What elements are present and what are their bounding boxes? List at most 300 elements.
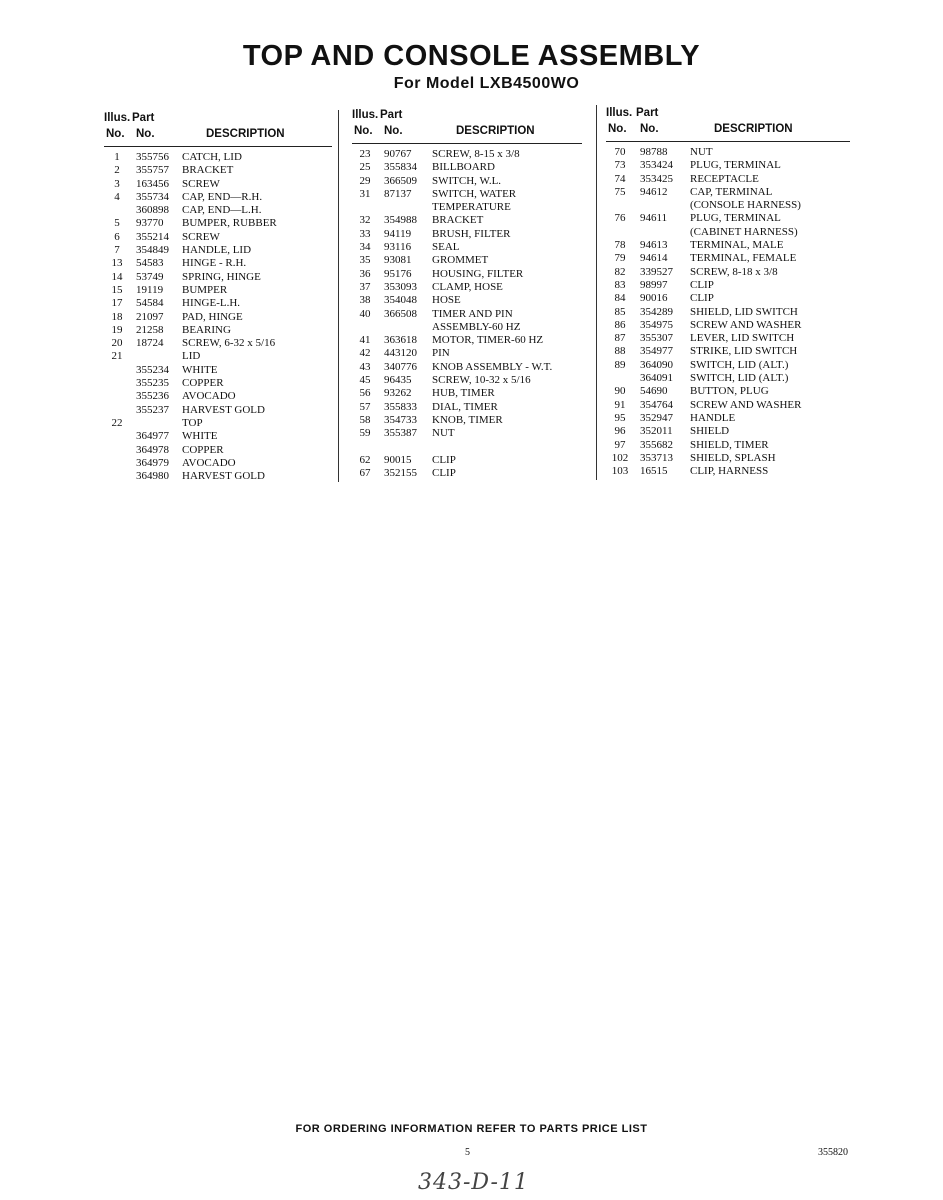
illus-number: 89 <box>614 358 626 371</box>
part-row <box>104 231 332 244</box>
illus-number: 74 <box>614 172 626 185</box>
part-number: 90767 <box>384 148 412 160</box>
part-description: CLIP, HARNESS <box>690 465 769 478</box>
part-number: 93116 <box>384 241 412 254</box>
part-number: 354289 <box>640 305 673 318</box>
part-number: 355236 <box>136 390 169 403</box>
part-row <box>352 427 582 440</box>
parts-list <box>352 148 582 480</box>
part-number: 90016 <box>640 292 668 305</box>
part-number: 163456 <box>136 177 169 190</box>
illus-number: 21 <box>111 350 123 363</box>
part-row <box>606 345 850 358</box>
illus-number: 97 <box>614 438 626 451</box>
illus-number: 29 <box>359 174 371 187</box>
illus-number: 82 <box>614 265 626 278</box>
part-number: 339527 <box>640 265 673 278</box>
part-row <box>352 387 582 400</box>
illus-number: 95 <box>614 411 626 424</box>
illus-number: 86 <box>614 318 626 331</box>
illus-number: 42 <box>359 347 371 360</box>
part-row <box>352 347 582 360</box>
illus-number: 102 <box>611 451 629 464</box>
illus-number: 3 <box>114 177 120 190</box>
part-description: SHIELD, SPLASH <box>690 451 776 464</box>
part-row <box>606 306 850 319</box>
illus-number: 62 <box>359 453 371 466</box>
part-number: 340776 <box>384 360 417 373</box>
illus-number: 43 <box>359 360 371 373</box>
part-number: 94614 <box>640 252 668 265</box>
parts-list <box>606 146 850 478</box>
part-number: 93081 <box>384 254 412 267</box>
part-number: 354764 <box>640 398 673 411</box>
header-illus-label: Illus. <box>606 107 633 119</box>
part-row <box>606 292 850 305</box>
part-number: 90015 <box>384 453 412 466</box>
part-row <box>104 377 332 390</box>
part-row <box>352 441 582 454</box>
illus-number: 5 <box>114 217 120 230</box>
illus-number: 103 <box>611 465 629 478</box>
part-row <box>606 279 850 292</box>
part-row <box>606 239 850 252</box>
part-description: HANDLE <box>690 411 736 424</box>
part-row <box>104 191 332 204</box>
part-row <box>104 217 332 230</box>
part-row <box>352 334 582 347</box>
part-number: 355833 <box>384 400 417 413</box>
part-description: BRUSH, FILTER <box>432 227 511 240</box>
part-number: 355682 <box>640 438 673 451</box>
part-description: SCREW <box>182 177 220 190</box>
part-description: SHIELD, LID SWITCH <box>690 305 798 318</box>
part-description: COPPER <box>182 377 224 390</box>
part-number: 19119 <box>136 283 164 296</box>
part-description: KNOB ASSEMBLY - W.T. <box>432 360 553 373</box>
part-description: GROMMET <box>432 254 489 267</box>
header-part-label: Part <box>636 107 659 119</box>
column-divider <box>338 110 339 482</box>
part-row <box>352 214 582 227</box>
illus-number: 96 <box>614 425 626 438</box>
part-description: SWITCH, LID (ALT.) <box>690 358 789 371</box>
part-description: PAD, HINGE <box>182 310 243 323</box>
part-number: 355237 <box>136 403 169 416</box>
illus-number: 1 <box>114 151 120 163</box>
part-description: SWITCH, WATER <box>432 187 517 200</box>
part-description: CAP, END—R.H. <box>182 190 263 203</box>
illus-number: 14 <box>111 270 123 283</box>
part-description: CLIP <box>690 292 714 305</box>
document-number: 355820 <box>818 1147 848 1158</box>
part-row <box>352 241 582 254</box>
part-number: 354988 <box>384 214 417 227</box>
part-number: 355214 <box>136 230 169 243</box>
part-number: 355235 <box>136 377 169 390</box>
part-row <box>104 284 332 297</box>
part-number: 96435 <box>384 374 412 387</box>
illus-number: 32 <box>359 214 371 227</box>
part-row <box>352 321 582 334</box>
part-description: AVOCADO <box>182 390 236 403</box>
illus-number: 31 <box>359 187 371 200</box>
illus-number: 91 <box>614 398 626 411</box>
header-illus-no: No. <box>608 123 627 135</box>
part-row <box>104 297 332 310</box>
part-row <box>606 212 850 225</box>
illus-number: 36 <box>359 267 371 280</box>
illus-number: 56 <box>359 387 371 400</box>
part-description: NUT <box>432 427 455 440</box>
part-description: SCREW, 10-32 x 5/16 <box>432 374 531 387</box>
page-number: 5 <box>465 1147 470 1158</box>
part-row <box>352 401 582 414</box>
part-number: 95176 <box>384 267 412 280</box>
part-row <box>352 454 582 467</box>
part-row <box>104 151 332 164</box>
illus-number: 57 <box>359 400 371 413</box>
part-row <box>104 311 332 324</box>
part-description: SCREW AND WASHER <box>690 398 802 411</box>
part-description: SWITCH, LID (ALT.) <box>690 372 789 385</box>
part-row <box>352 188 582 201</box>
part-number: 364979 <box>136 456 169 469</box>
illus-number: 67 <box>359 467 371 480</box>
part-number: 93770 <box>136 217 164 230</box>
illus-number: 34 <box>359 241 371 254</box>
illus-number: 19 <box>111 323 123 336</box>
illus-number: 78 <box>614 239 626 252</box>
part-number: 21097 <box>136 310 164 323</box>
part-description: CLAMP, HOSE <box>432 280 503 293</box>
part-number: 93262 <box>384 387 412 400</box>
illus-number: 87 <box>614 332 626 345</box>
part-row <box>606 146 850 159</box>
part-number: 354048 <box>384 294 417 307</box>
part-description: PLUG, TERMINAL <box>690 212 781 225</box>
part-number: 364091 <box>640 372 673 385</box>
illus-number: 23 <box>359 148 371 160</box>
part-description: BRACKET <box>182 164 234 177</box>
ordering-info-footer: FOR ORDERING INFORMATION REFER TO PARTS PRICE LIST <box>295 1123 648 1135</box>
header-part-no: No. <box>136 128 155 140</box>
part-description: (CABINET HARNESS) <box>690 225 798 238</box>
part-number: 352947 <box>640 411 673 424</box>
part-number: 360898 <box>136 204 169 217</box>
part-description: HINGE - R.H. <box>182 257 247 270</box>
illus-number: 13 <box>111 257 123 270</box>
illus-number: 15 <box>111 283 123 296</box>
part-description: LID <box>182 350 201 363</box>
part-row <box>606 186 850 199</box>
illus-number: 22 <box>111 416 123 429</box>
part-description: CLIP <box>432 467 456 480</box>
part-number: 94611 <box>640 212 668 225</box>
part-description: SCREW AND WASHER <box>690 318 802 331</box>
part-number: 54584 <box>136 297 164 310</box>
part-row <box>606 425 850 438</box>
part-description: (CONSOLE HARNESS) <box>690 199 801 212</box>
part-description: AVOCADO <box>182 456 236 469</box>
part-number: 352011 <box>640 425 673 438</box>
illus-number: 70 <box>614 146 626 158</box>
part-row <box>104 324 332 337</box>
part-number: 16515 <box>640 465 668 478</box>
part-number: 54690 <box>640 385 668 398</box>
part-number: 353093 <box>384 280 417 293</box>
illus-number: 83 <box>614 278 626 291</box>
part-description: HINGE-L.H. <box>182 297 241 310</box>
header-description: DESCRIPTION <box>456 125 535 137</box>
header-illus-no: No. <box>106 128 125 140</box>
illus-number: 90 <box>614 385 626 398</box>
illus-number: 38 <box>359 294 371 307</box>
part-number: 53749 <box>136 270 164 283</box>
part-number: 355756 <box>136 151 169 163</box>
part-row <box>606 465 850 478</box>
part-description: SCREW <box>182 230 220 243</box>
part-description: RECEPTACLE <box>690 172 759 185</box>
part-description: BUMPER, RUBBER <box>182 217 277 230</box>
part-number: 87137 <box>384 187 412 200</box>
header-description: DESCRIPTION <box>714 123 793 135</box>
part-number: 94119 <box>384 227 412 240</box>
part-number: 354733 <box>384 413 417 426</box>
part-row <box>104 404 332 417</box>
illus-number: 79 <box>614 252 626 265</box>
page-title: TOP AND CONSOLE ASSEMBLY <box>242 40 701 72</box>
part-row <box>104 390 332 403</box>
part-row <box>104 178 332 191</box>
part-row <box>606 319 850 332</box>
illus-number: 76 <box>614 212 626 225</box>
illus-number: 37 <box>359 280 371 293</box>
part-row <box>104 337 332 350</box>
part-row <box>606 252 850 265</box>
part-description: ASSEMBLY-60 HZ <box>432 320 521 333</box>
part-number: 94613 <box>640 239 668 252</box>
part-row <box>352 294 582 307</box>
part-row <box>104 164 332 177</box>
part-row <box>352 308 582 321</box>
header-illus-label: Illus. <box>352 109 379 121</box>
part-description: SPRING, HINGE <box>182 270 261 283</box>
part-description: SEAL <box>432 241 460 254</box>
part-description: HOUSING, FILTER <box>432 267 524 280</box>
part-number: 355834 <box>384 161 417 174</box>
illus-number: 20 <box>111 337 123 350</box>
part-row <box>606 332 850 345</box>
illus-number: 17 <box>111 297 123 310</box>
illus-number: 45 <box>359 374 371 387</box>
part-description: TERMINAL, MALE <box>690 239 784 252</box>
illus-number: 6 <box>114 230 120 243</box>
part-description: KNOB, TIMER <box>432 413 503 426</box>
part-description: BEARING <box>182 323 231 336</box>
part-row <box>104 244 332 257</box>
part-description: WHITE <box>182 363 218 376</box>
illus-number: 25 <box>359 161 371 174</box>
header-part-label: Part <box>132 112 155 124</box>
part-description: SCREW, 6-32 x 5/16 <box>182 337 276 350</box>
part-row <box>352 281 582 294</box>
part-number: 443120 <box>384 347 417 360</box>
part-row <box>104 364 332 377</box>
part-number: 54583 <box>136 257 164 270</box>
illus-number: 7 <box>114 244 120 257</box>
part-row <box>104 444 332 457</box>
part-row <box>606 439 850 452</box>
illus-number: 35 <box>359 254 371 267</box>
part-description: CLIP <box>432 453 456 466</box>
part-row <box>606 226 850 239</box>
part-description: TERMINAL, FEMALE <box>690 252 797 265</box>
part-number: 364977 <box>136 430 169 443</box>
illus-number: 58 <box>359 413 371 426</box>
column-header <box>606 105 850 142</box>
part-description: HOSE <box>432 294 461 307</box>
part-row <box>606 399 850 412</box>
part-description: WHITE <box>182 430 218 443</box>
part-row <box>352 228 582 241</box>
illus-number: 85 <box>614 305 626 318</box>
part-description: PLUG, TERMINAL <box>690 159 781 172</box>
part-number: 353713 <box>640 451 673 464</box>
part-description: TOP <box>182 416 203 429</box>
illus-number: 84 <box>614 292 626 305</box>
part-number: 364978 <box>136 443 169 456</box>
part-row <box>606 359 850 372</box>
header-part-no: No. <box>640 123 659 135</box>
part-number: 364980 <box>136 470 169 483</box>
part-row <box>352 148 582 161</box>
part-description: CATCH, LID <box>182 151 242 163</box>
part-description: CLIP <box>690 278 714 291</box>
header-part-label: Part <box>380 109 403 121</box>
illus-number: 73 <box>614 159 626 172</box>
part-number: 363618 <box>384 334 417 347</box>
part-description: HUB, TIMER <box>432 387 495 400</box>
part-row <box>352 268 582 281</box>
part-number: 352155 <box>384 467 417 480</box>
part-description: SWITCH, W.L. <box>432 174 502 187</box>
handwritten-note: 343-D-11 <box>418 1170 529 1195</box>
part-description: STRIKE, LID SWITCH <box>690 345 798 358</box>
part-number: 94612 <box>640 185 668 198</box>
part-number: 366509 <box>384 174 417 187</box>
part-row <box>104 204 332 217</box>
parts-list <box>104 151 332 483</box>
parts-column-1 <box>104 110 332 483</box>
part-row <box>104 430 332 443</box>
part-row <box>352 414 582 427</box>
parts-column-3 <box>606 105 850 478</box>
part-row <box>352 361 582 374</box>
part-description: MOTOR, TIMER-60 HZ <box>432 334 544 347</box>
part-number: 21258 <box>136 323 164 336</box>
header-description: DESCRIPTION <box>206 128 285 140</box>
part-number: 354977 <box>640 345 673 358</box>
model-subtitle: For Model LXB4500WO <box>393 75 580 92</box>
illus-number: 18 <box>111 310 123 323</box>
header-illus-label: Illus. <box>104 112 131 124</box>
illus-number: 40 <box>359 307 371 320</box>
part-row <box>352 201 582 214</box>
part-row <box>104 417 332 430</box>
part-description: CAP, END—L.H. <box>182 204 262 217</box>
illus-number: 59 <box>359 427 371 440</box>
illus-number: 4 <box>114 190 120 203</box>
part-number: 355757 <box>136 164 169 177</box>
part-number: 354975 <box>640 318 673 331</box>
part-row <box>606 385 850 398</box>
illus-number: 41 <box>359 334 371 347</box>
part-description: NUT <box>690 146 713 158</box>
column-header <box>352 107 582 144</box>
part-description: DIAL, TIMER <box>432 400 498 413</box>
part-description: SCREW, 8-18 x 3/8 <box>690 265 778 278</box>
part-description: BRACKET <box>432 214 484 227</box>
part-description: TIMER AND PIN <box>432 307 513 320</box>
part-row <box>606 412 850 425</box>
part-row <box>352 175 582 188</box>
part-number: 355387 <box>384 427 417 440</box>
part-row <box>352 374 582 387</box>
part-row <box>104 271 332 284</box>
part-row <box>606 199 850 212</box>
part-number: 98997 <box>640 278 668 291</box>
part-row <box>104 350 332 363</box>
part-row <box>606 159 850 172</box>
part-description: SHIELD, TIMER <box>690 438 769 451</box>
part-description: LEVER, LID SWITCH <box>690 332 795 345</box>
part-number: 353424 <box>640 159 673 172</box>
part-description: PIN <box>432 347 450 360</box>
parts-column-2 <box>352 107 582 480</box>
part-row <box>104 470 332 483</box>
header-illus-no: No. <box>354 125 373 137</box>
part-row <box>352 161 582 174</box>
part-row <box>606 372 850 385</box>
part-description: CAP, TERMINAL <box>690 185 773 198</box>
part-row <box>104 257 332 270</box>
column-divider <box>596 105 597 480</box>
header-part-no: No. <box>384 125 403 137</box>
part-description: TEMPERATURE <box>432 201 511 214</box>
part-row <box>352 467 582 480</box>
part-description: SCREW, 8-15 x 3/8 <box>432 148 520 160</box>
part-description: SHIELD <box>690 425 730 438</box>
illus-number: 33 <box>359 227 371 240</box>
part-number: 364090 <box>640 358 673 371</box>
illus-number: 2 <box>114 164 120 177</box>
part-row <box>352 254 582 267</box>
column-header <box>104 110 332 147</box>
illus-number: 88 <box>614 345 626 358</box>
part-row <box>606 173 850 186</box>
part-number: 353425 <box>640 172 673 185</box>
part-description: HARVEST GOLD <box>182 470 265 483</box>
part-number: 355734 <box>136 190 169 203</box>
part-description: BUMPER <box>182 283 228 296</box>
part-number: 18724 <box>136 337 164 350</box>
part-number: 366508 <box>384 307 417 320</box>
part-description: COPPER <box>182 443 224 456</box>
part-row <box>104 457 332 470</box>
part-number: 98788 <box>640 146 668 158</box>
part-description: BILLBOARD <box>432 161 495 174</box>
